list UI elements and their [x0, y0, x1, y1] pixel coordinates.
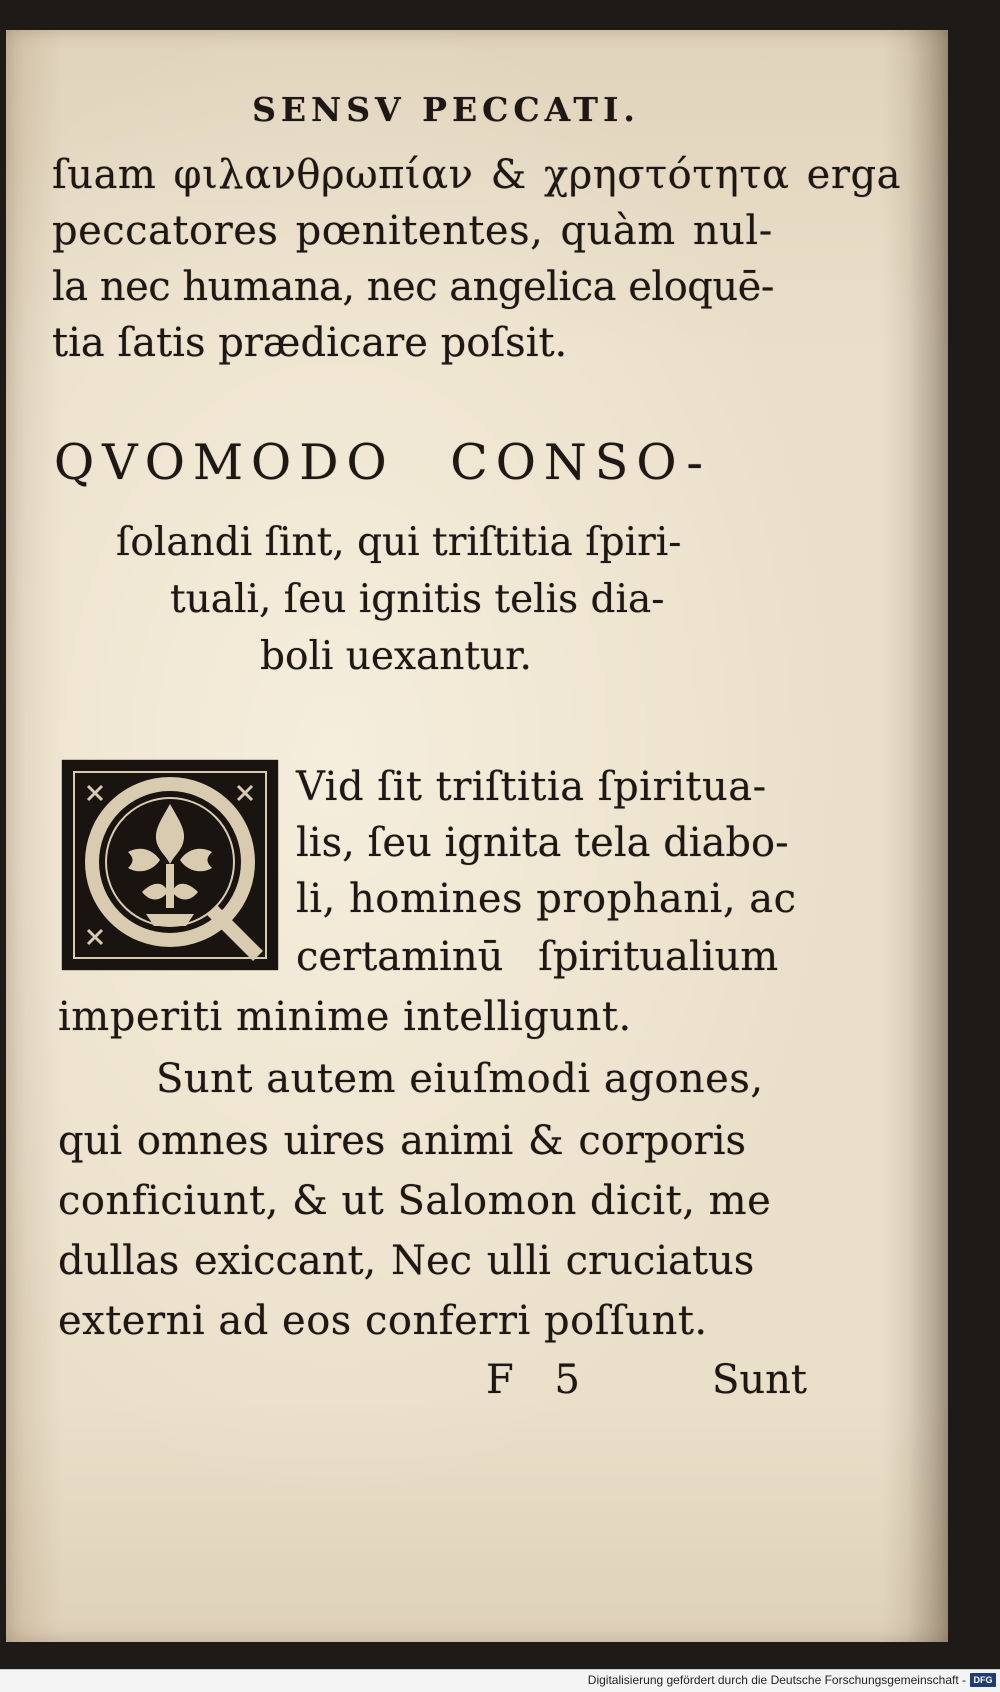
section-heading-line: ſolandi ſint, qui triſtitia ſpiri- [116, 520, 682, 565]
body-line: lis, ſeu ignita tela diabo- [296, 820, 789, 866]
body-line: dullas exiccant, Nec ulli cruciatus [58, 1238, 755, 1284]
body-line: externi ad eos conferri poſſunt. [58, 1298, 708, 1344]
intro-line: peccatores pœnitentes, quàm nul- [52, 208, 773, 254]
dfg-logo[interactable]: DFG [970, 1673, 996, 1687]
section-heading-line: boli uexantur. [260, 634, 532, 679]
section-heading-line: QVOMODO CONSO- [54, 434, 711, 491]
intro-line: ſuam φιλανθρωπίαν & χρηστότητα erga [52, 152, 901, 198]
book-page [6, 30, 948, 1642]
dfg-credit-text: Digitalisierung gefördert durch die Deutsche Forschungsgemeinschaft - [587, 1673, 966, 1687]
body-line: imperiti minime intelligunt. [58, 994, 632, 1040]
intro-line: la nec humana, nec angelica eloquē- [52, 264, 774, 310]
decorated-initial [62, 760, 278, 970]
decorated-initial-q-icon [62, 760, 278, 970]
signature-mark: F 5 [486, 1357, 580, 1403]
body-line: Vid ſit triſtitia ſpiritua- [296, 764, 767, 810]
page-gutter-shadow [908, 30, 948, 1642]
body-line: certaminū ſpiritualium [296, 934, 779, 980]
body-line: Sunt autem eiuſmodi agones, [156, 1056, 764, 1102]
digitization-footer [0, 1669, 1000, 1692]
body-line: qui omnes uires animi & corporis [58, 1118, 747, 1164]
running-header: SENSV PECCATI. [252, 90, 640, 129]
catchword: Sunt [712, 1357, 807, 1403]
body-line: conficiunt, & ut Salomon dicit, me [58, 1178, 772, 1224]
intro-line: tia ſatis prædicare poſsit. [52, 320, 568, 366]
body-line: li, homines prophani, ac [296, 876, 797, 922]
section-heading-line: tuali, ſeu ignitis telis dia- [170, 577, 665, 622]
